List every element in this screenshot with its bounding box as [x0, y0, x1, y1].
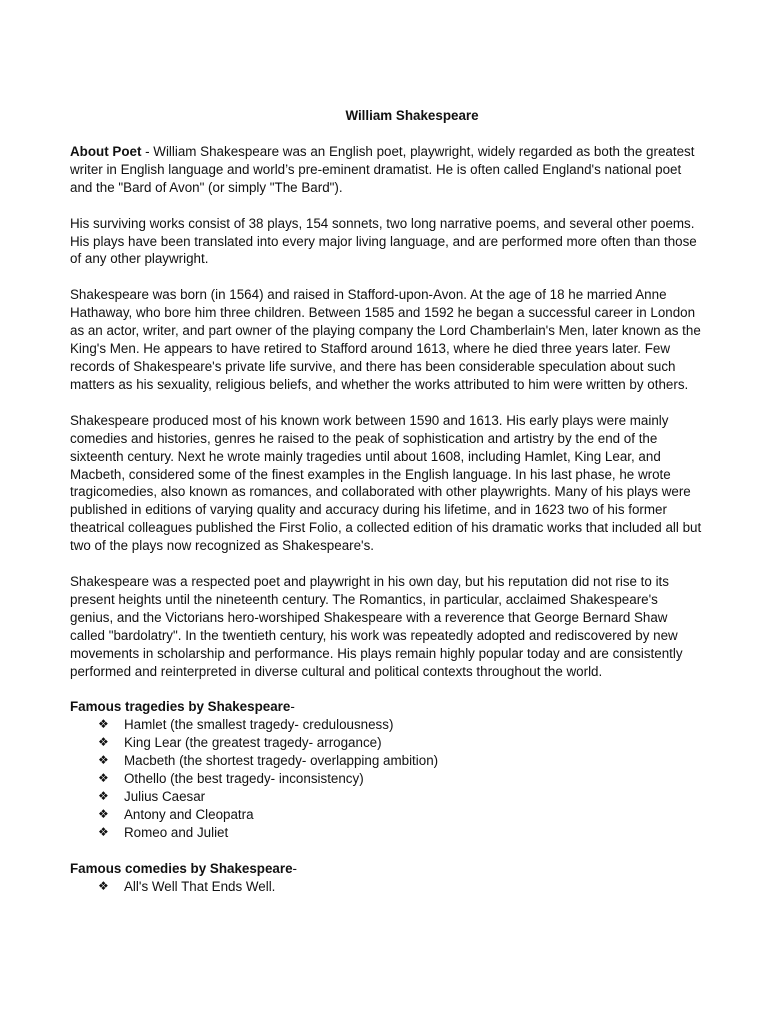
paragraph-works: His surviving works consist of 38 plays, 154 sonnets, two long narrative poems, and several other poems. His plays have been translated into every major living language, and are performed more often than those of any other playwright.	[70, 215, 697, 267]
diamond-bullet-icon: ❖	[98, 717, 109, 732]
list-item: ❖ Othello (the best tragedy- inconsistency)	[98, 771, 364, 787]
list-item: ❖ Julius Caesar	[98, 789, 206, 804]
diamond-bullet-icon: ❖	[98, 789, 109, 803]
paragraph-reputation: Shakespeare was a respected poet and playwright in his own day, but his reputation did not rise to its present heights until the nineteenth century. The Romantics, in particular, acclaimed Shakespeare's genius, and the Victorians hero-worshiped Shakespeare with a reverence that George Bernard Shaw called "bardolatry". In the twentieth century, his work was repeatedly adopted and rediscovered by new movements in scholarship and performance. His plays remain highly popular today and are consistently performed and reinterpreted in diverse cultural and political contexts throughout the world.	[70, 574, 683, 679]
list-item: ❖ Macbeth (the shortest tragedy- overlapping ambition)	[98, 753, 439, 769]
diamond-bullet-icon: ❖	[98, 735, 109, 750]
document-page	[70, 107, 702, 914]
comedies-list	[70, 878, 702, 896]
about-paragraph	[70, 143, 702, 197]
list-item: ❖ Romeo and Juliet	[98, 824, 229, 840]
diamond-bullet-icon: ❖	[98, 806, 109, 821]
diamond-bullet-icon: ❖	[98, 771, 109, 786]
paragraph-biography: Shakespeare was born (in 1564) and raised in Stafford-upon-Avon. At the age of 18 he married Anne Hathaway, who bore him three children. Between 1585 and 1592 he began a successful career in London as an actor, writer, and part owner of the playing company the Lord Chamberlain's Men, later known as the King's Men. He appears to have retired to Stafford around 1613, where he died three years later. Few records of Shakespeare's private life survive, and there has been considerable speculation about such matters as his sexuality, religious beliefs, and whether the works attributed to him were written by others.	[70, 287, 701, 392]
comedies-heading: Famous comedies by Shakespeare-	[70, 860, 298, 876]
tragedies-list	[70, 716, 702, 841]
diamond-bullet-icon: ❖	[98, 753, 109, 768]
diamond-bullet-icon: ❖	[98, 824, 109, 839]
list-item: ❖ Antony and Cleopatra	[98, 806, 254, 822]
paragraph-career: Shakespeare produced most of his known work between 1590 and 1613. His early plays were mainly comedies and histories, genres he raised to the peak of sophistication and artistry by the end of the sixteenth century. Next he wrote mainly tragedies until about 1608, including Hamlet, King Lear, and Macbeth, considered some of the finest examples in the English language. In his last phase, he wrote tragicomedies, also known as romances, and collaborated with other playwrights. Many of his plays were published in editions of varying quality and accuracy during his lifetime, and in 1623 two of his former theatrical colleagues published the First Folio, a collected edition of his dramatic works that included all but two of the plays now recognized as Shakespeare's.	[70, 412, 702, 554]
document-title: William Shakespeare	[345, 108, 479, 123]
list-item: ❖ King Lear (the greatest tragedy- arrogance)	[98, 735, 382, 751]
diamond-bullet-icon: ❖	[98, 878, 109, 893]
about-label: About Poet	[70, 143, 142, 159]
list-item: ❖ All's Well That Ends Well.	[98, 878, 276, 894]
about-text: - William Shakespeare was an English poet, playwright, widely regarded as both the greatest writer in English language and world’s pre-eminent dramatist. He is often called England's national poet and the "Bard of Avon" (or simply "The Bard").	[70, 143, 695, 195]
tragedies-heading: Famous tragedies by Shakespeare-	[70, 699, 295, 715]
list-item: ❖ Hamlet (the smallest tragedy- credulousness)	[98, 717, 394, 733]
